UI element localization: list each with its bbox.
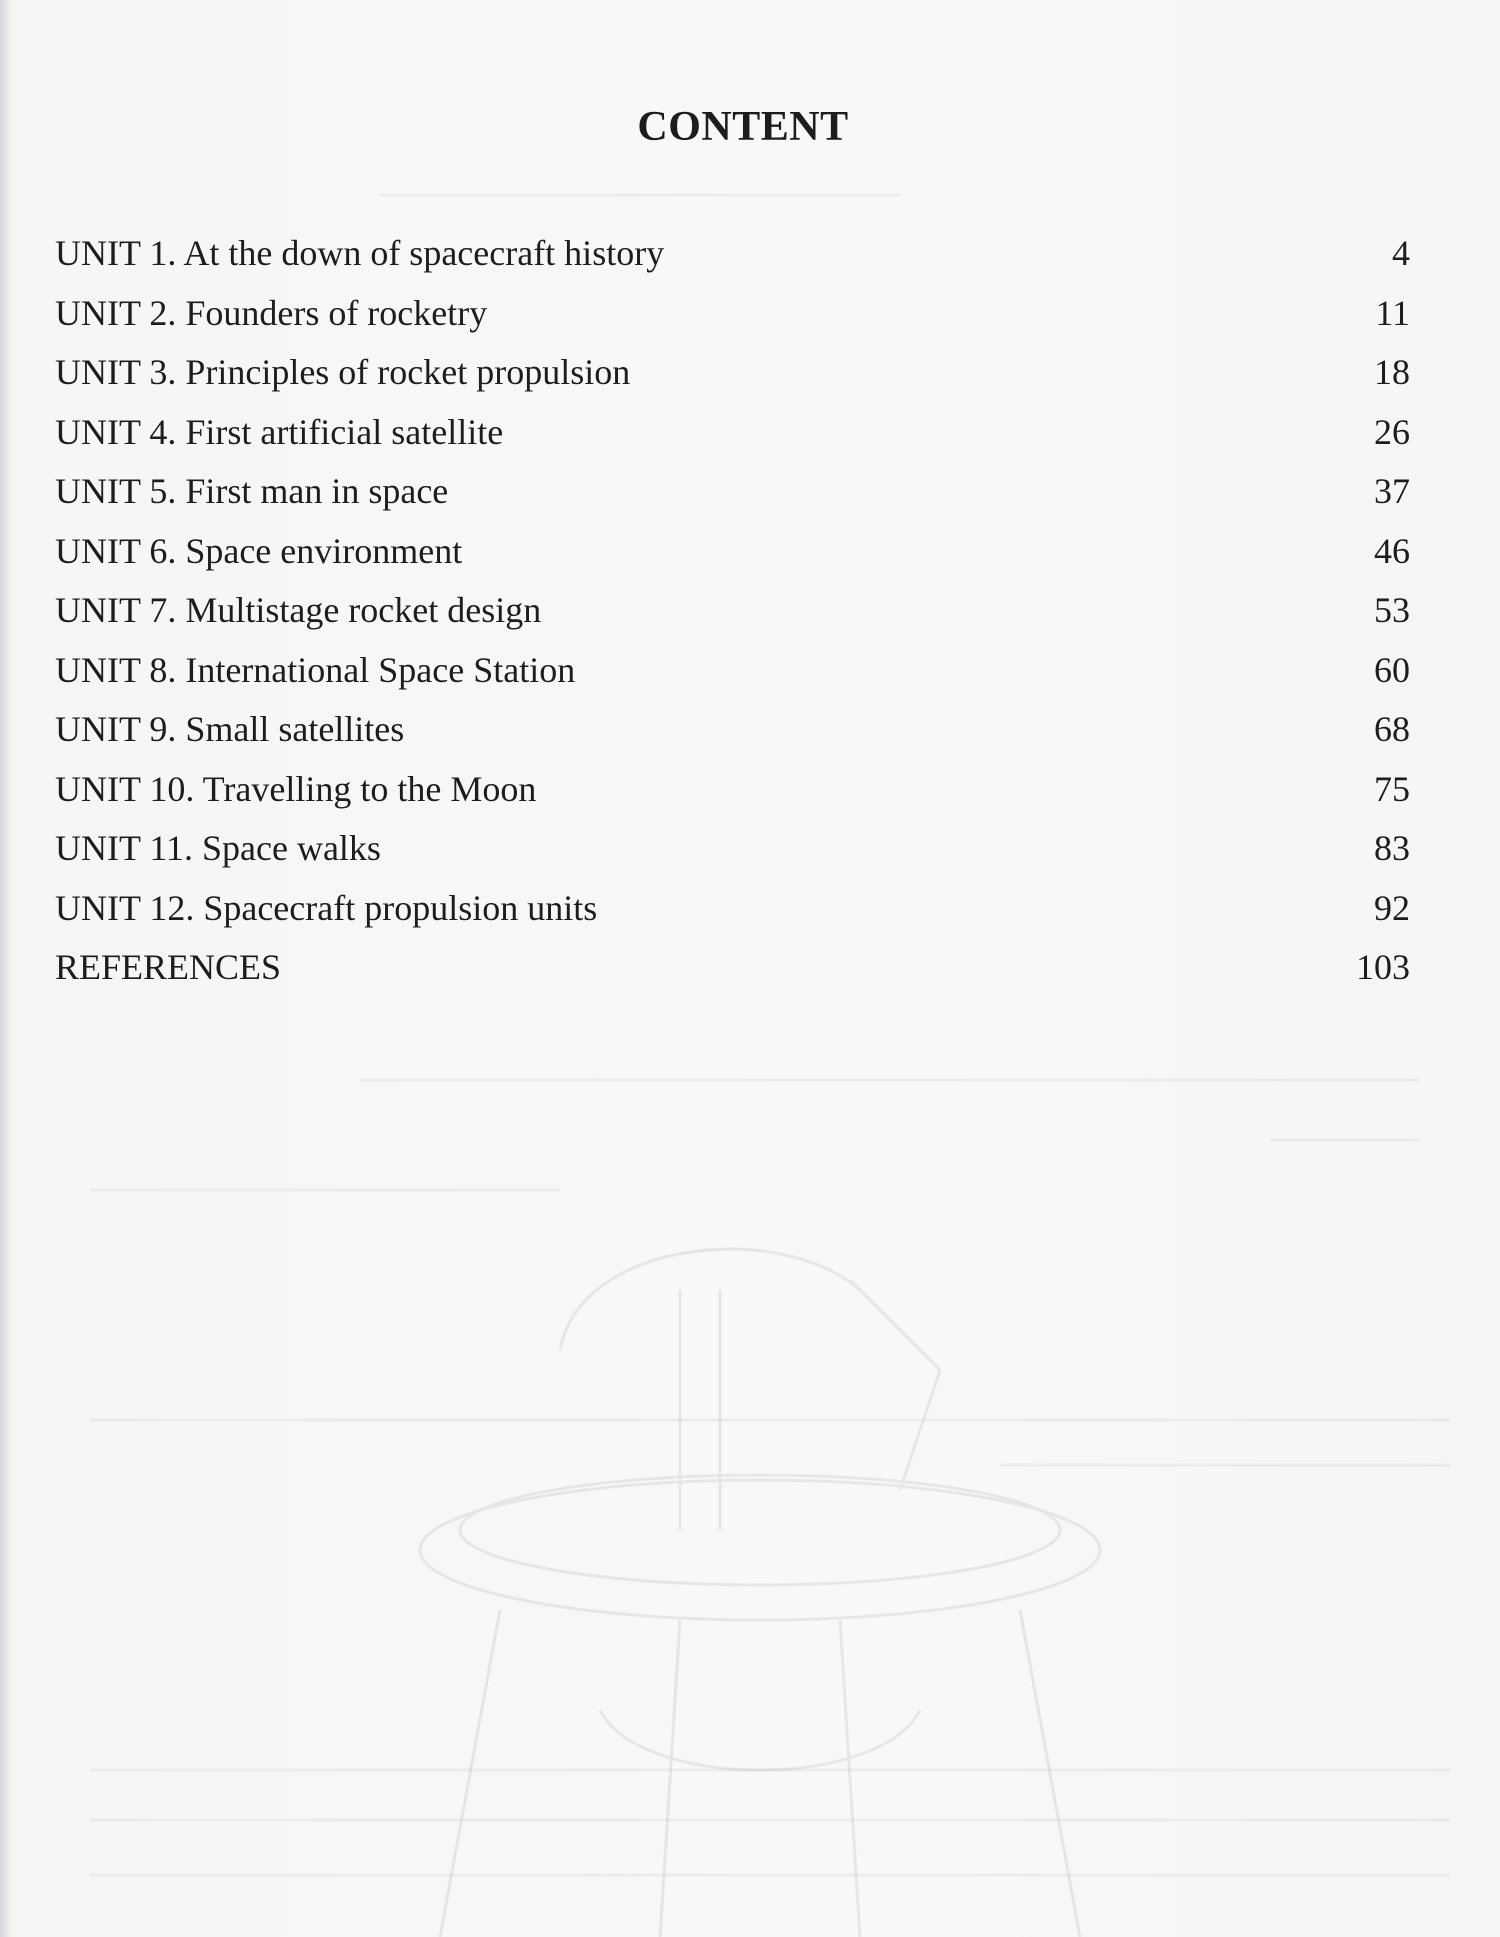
toc-entry [55,938,1410,998]
toc-entry-label: UNIT 6. Space environment [55,530,463,571]
toc-entry-label: REFERENCES [55,947,282,987]
toc-entry-page-number: 60 [1374,649,1410,690]
toc-entry-page-number: 68 [1374,709,1410,749]
toc-entry [55,462,1410,522]
toc-entry-page-number: 103 [1356,947,1410,987]
toc-entry-page-number: 92 [1374,887,1410,928]
toc-entry-page-number: 37 [1374,471,1410,511]
dot-leader [579,681,1370,682]
toc-entry-page-number: 18 [1374,352,1410,392]
table-of-contents [55,224,1410,998]
toc-entry-page-number: 26 [1374,411,1410,452]
dot-leader [408,740,1370,741]
dot-leader [545,621,1370,622]
toc-entry [55,819,1410,879]
dot-leader [601,919,1370,920]
toc-entry-label: UNIT 3. Principles of rocket propulsion [55,352,631,392]
toc-entry-label: UNIT 11. Space walks [55,828,381,868]
dot-leader [540,800,1370,801]
toc-entry-page-number: 83 [1374,828,1410,868]
dot-leader [507,443,1370,444]
toc-entry [55,879,1410,939]
toc-entry-page-number: 46 [1374,530,1410,571]
toc-entry-page-number: 75 [1374,768,1410,809]
dot-leader [634,383,1370,384]
page-title: CONTENT [637,104,849,150]
toc-entry-label: UNIT 4. First artificial satellite [55,411,504,452]
toc-entry-label: UNIT 9. Small satellites [55,709,405,749]
toc-entry-page-number: 4 [1392,233,1410,273]
toc-entry [55,224,1410,284]
toc-entry [55,522,1410,582]
dot-leader [668,264,1388,265]
toc-entry [55,284,1410,344]
dot-leader [466,562,1370,563]
dot-leader [385,859,1370,860]
dot-leader [285,978,1352,979]
toc-entry [55,760,1410,820]
toc-entry-label: UNIT 12. Spacecraft propulsion units [55,887,598,928]
dot-leader [452,502,1370,503]
toc-entry [55,581,1410,641]
toc-entry-label: UNIT 7. Multistage rocket design [55,590,542,630]
toc-entry-page-number: 53 [1374,590,1410,630]
toc-entry [55,641,1410,701]
toc-entry-label: UNIT 5. First man in space [55,471,449,511]
rocket-drawing-watermark [380,1230,1140,1937]
dot-leader [491,324,1371,325]
toc-entry-label: UNIT 2. Founders of rocketry [55,292,488,333]
toc-entry [55,343,1410,403]
toc-entry-label: UNIT 10. Travelling to the Moon [55,768,537,809]
toc-entry [55,403,1410,463]
toc-entry-page-number: 11 [1375,292,1410,333]
toc-entry-label: UNIT 1. At the down of spacecraft history [55,233,665,273]
toc-entry [55,700,1410,760]
toc-entry-label: UNIT 8. International Space Station [55,649,576,690]
